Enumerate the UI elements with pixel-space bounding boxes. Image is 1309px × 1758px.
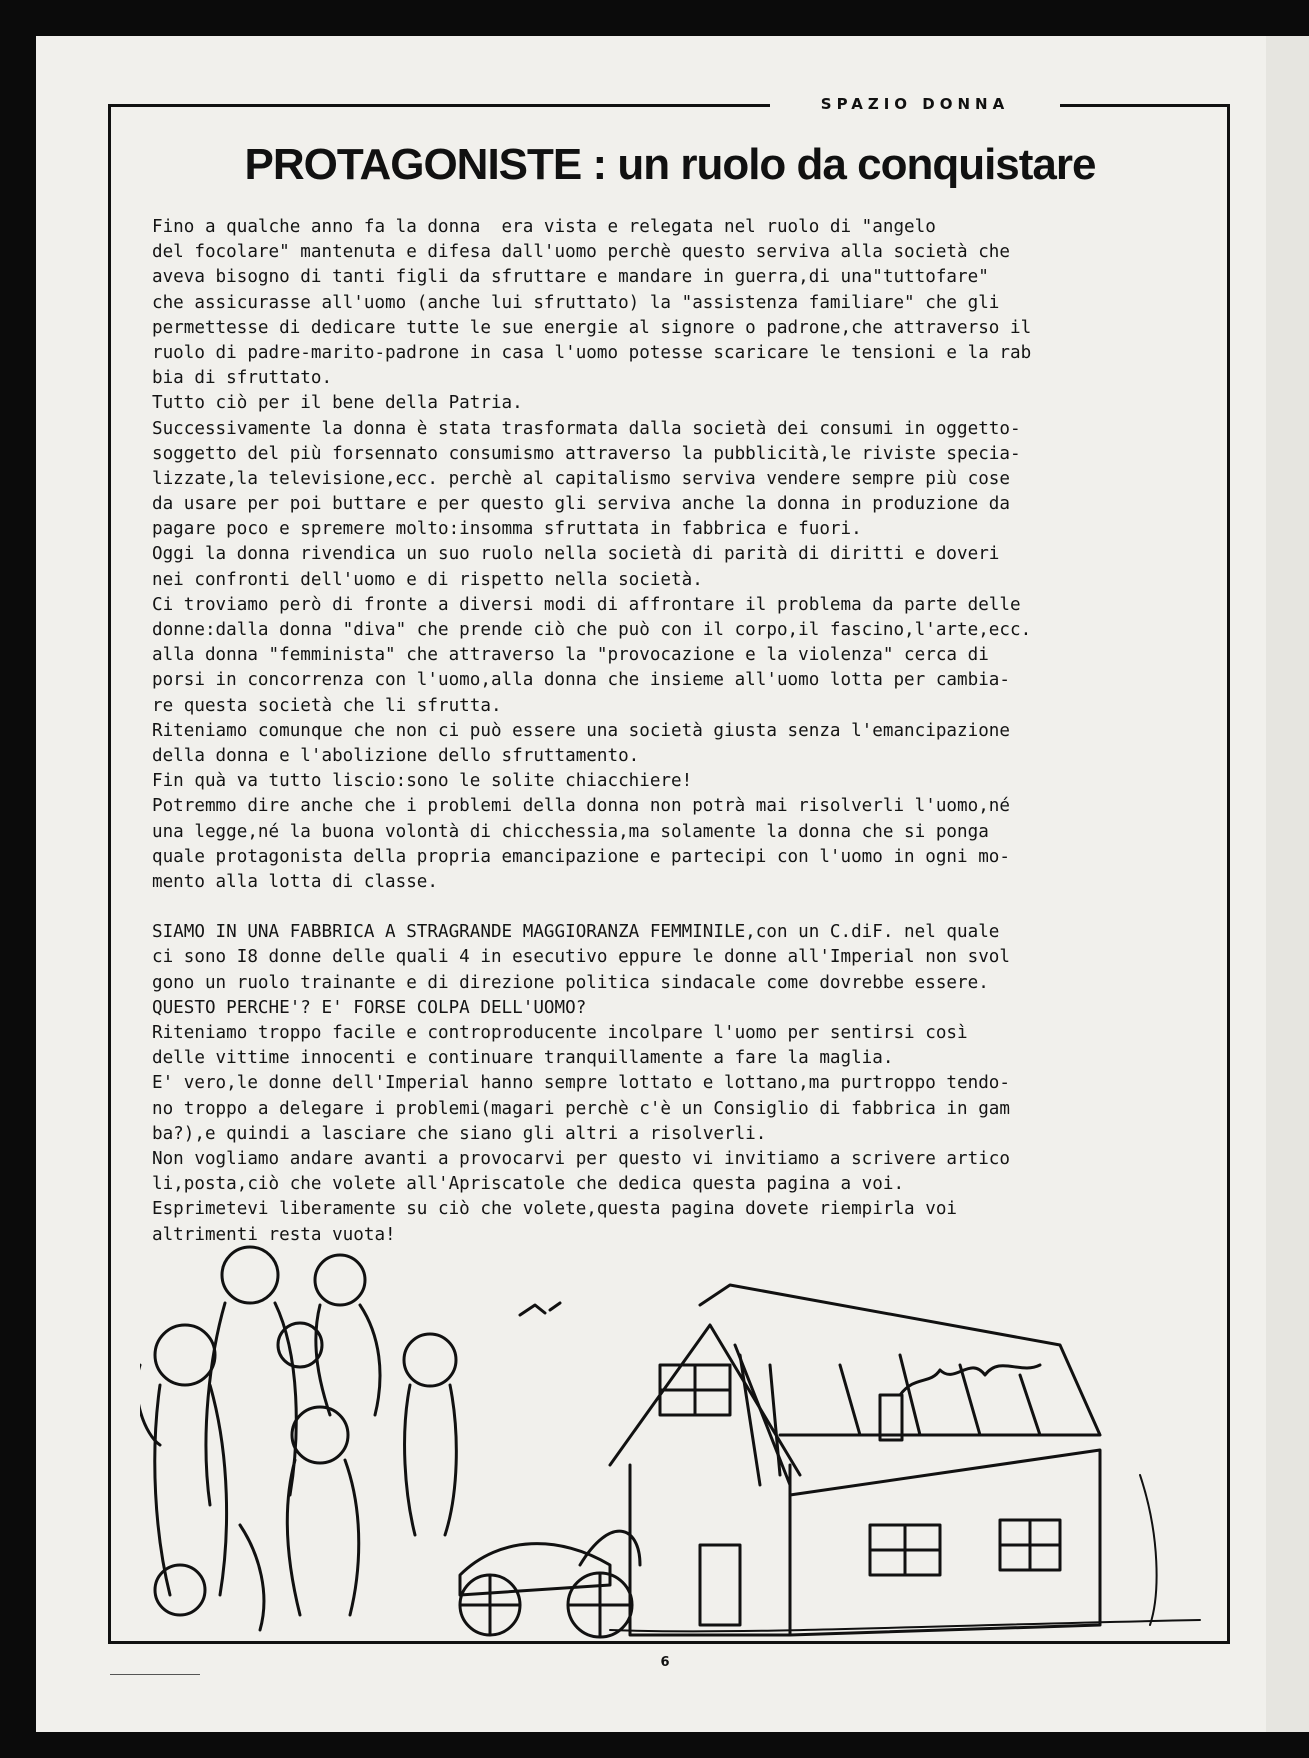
cart-drawing [460, 1531, 640, 1637]
article-line: lizzate,la televisione,ecc. perchè al capitalismo serviva vendere sempre più cose [152, 468, 1010, 489]
footer-rule [110, 1674, 200, 1675]
article-line: ba?),e quindi a lasciare che siano gli altri a risolverli. [152, 1123, 767, 1144]
article-line: Oggi la donna rivendica un suo ruolo nella società di parità di diritti e doveri [152, 544, 1000, 565]
article-line: E' vero,le donne dell'Imperial hanno sempre lottato e lottano,ma purtroppo tendo- [152, 1073, 1010, 1094]
article-line: SIAMO IN UNA FABBRICA A STRAGRANDE MAGGIORANZA FEMMINILE,con un C.diF. nel quale [152, 922, 1000, 943]
article-line: porsi in concorrenza con l'uomo,alla donna che insieme all'uomo lotta per cambia- [152, 670, 1010, 691]
article-line: Tutto ciò per il bene della Patria. [152, 393, 523, 414]
article-line: re questa società che li sfrutta. [152, 695, 502, 716]
article-line: Non vogliamo andare avanti a provocarvi per questo vi invitiamo a scrivere artico [152, 1148, 1010, 1169]
article-line: QUESTO PERCHE'? E' FORSE COLPA DELL'UOMO? [152, 997, 587, 1018]
family-drawing [140, 1247, 456, 1630]
article-line: del focolare" mantenuta e difesa dall'uomo perchè questo serviva alla società che [152, 242, 1010, 263]
article-line: altrimenti resta vuota! [152, 1224, 396, 1245]
article-body [152, 215, 1212, 1248]
article-line: Successivamente la donna è stata trasformata dalla società dei consumi in oggetto- [152, 418, 1021, 439]
article-line: soggetto del più forsennato consumismo attraverso la pubblicità,le riviste specia- [152, 443, 1021, 464]
article-line: permettesse di dedicare tutte le sue energie al signore o padrone,che attraverso il [152, 317, 1032, 338]
article-title: PROTAGONISTE : un ruolo da conquistare [244, 140, 1096, 189]
house-drawing [520, 1285, 1100, 1635]
article-line: Ci troviamo però di fronte a diversi modi di affrontare il problema da parte delle [152, 594, 1021, 615]
article-line: alla donna "femminista" che attraverso la "provocazione e la violenza" cerca di [152, 645, 989, 666]
article-line: aveva bisogno di tanti figli da sfruttare e mandare in guerra,di una"tuttofare" [152, 267, 989, 288]
article-line: no troppo a delegare i problemi(magari perchè c'è un Consiglio di fabbrica in gam [152, 1098, 1010, 1119]
article-line: Fin quà va tutto liscio:sono le solite chiacchiere! [152, 771, 693, 792]
article-line: Riteniamo troppo facile e controproducente incolpare l'uomo per sentirsi così [152, 1023, 968, 1043]
article-line: Potremmo dire anche che i problemi della donna non potrà mai risolverli l'uomo,né [152, 796, 1010, 817]
article-line: pagare poco e spremere molto:insomma sfruttata in fabbrica e fuori. [152, 519, 862, 540]
article-line [152, 895, 1212, 920]
article-line: delle vittime innocenti e continuare tranquillamente a fare la maglia. [152, 1048, 894, 1069]
article-line: Esprimetevi liberamente su ciò che volete,questa pagina dovete riempirla voi [152, 1199, 958, 1220]
article-line: della donna e l'abolizione dello sfruttamento. [152, 745, 640, 766]
article-line: gono un ruolo trainante e di direzione politica sindacale come dovrebbe essere. [152, 972, 989, 993]
article-line: ci sono I8 donne delle quali 4 in esecutivo eppure le donne all'Imperial non svol [152, 947, 1010, 968]
section-header: SPAZIO DONNA [770, 92, 1060, 116]
page-number: 6 [660, 1655, 670, 1670]
family-house-illustration [140, 1235, 1220, 1640]
article-line: mento alla lotta di classe. [152, 871, 438, 892]
article-line: bia di sfruttato. [152, 368, 333, 389]
article-line: quale protagonista della propria emancipazione e partecipi con l'uomo in ogni mo- [152, 846, 1010, 867]
article-line: una legge,né la buona volontà di chicchessia,ma solamente la donna che si ponga [152, 821, 989, 842]
article-line: che assicurasse all'uomo (anche lui sfruttato) la "assistenza familiare" che gli [152, 292, 1000, 313]
article-line: donne:dalla donna "diva" che prende ciò che può con il corpo,il fascino,l'arte,ecc. [152, 620, 1032, 640]
article-line: Fino a qualche anno fa la donna era vista e relegata nel ruolo di "angelo [152, 217, 936, 237]
article-line: li,posta,ciò che volete all'Apriscatole che dedica questa pagina a voi. [152, 1174, 905, 1195]
article-line: Riteniamo comunque che non ci può essere una società giusta senza l'emancipazione [152, 720, 1010, 741]
article-line: nei confronti dell'uomo e di rispetto nella società. [152, 569, 703, 590]
adjacent-page-edge [1266, 36, 1309, 1732]
article-line: da usare per poi buttare e per questo gli serviva anche la donna in produzione da [152, 494, 1010, 515]
article-line: ruolo di padre-marito-padrone in casa l'uomo potesse scaricare le tensioni e la rab [152, 342, 1032, 363]
